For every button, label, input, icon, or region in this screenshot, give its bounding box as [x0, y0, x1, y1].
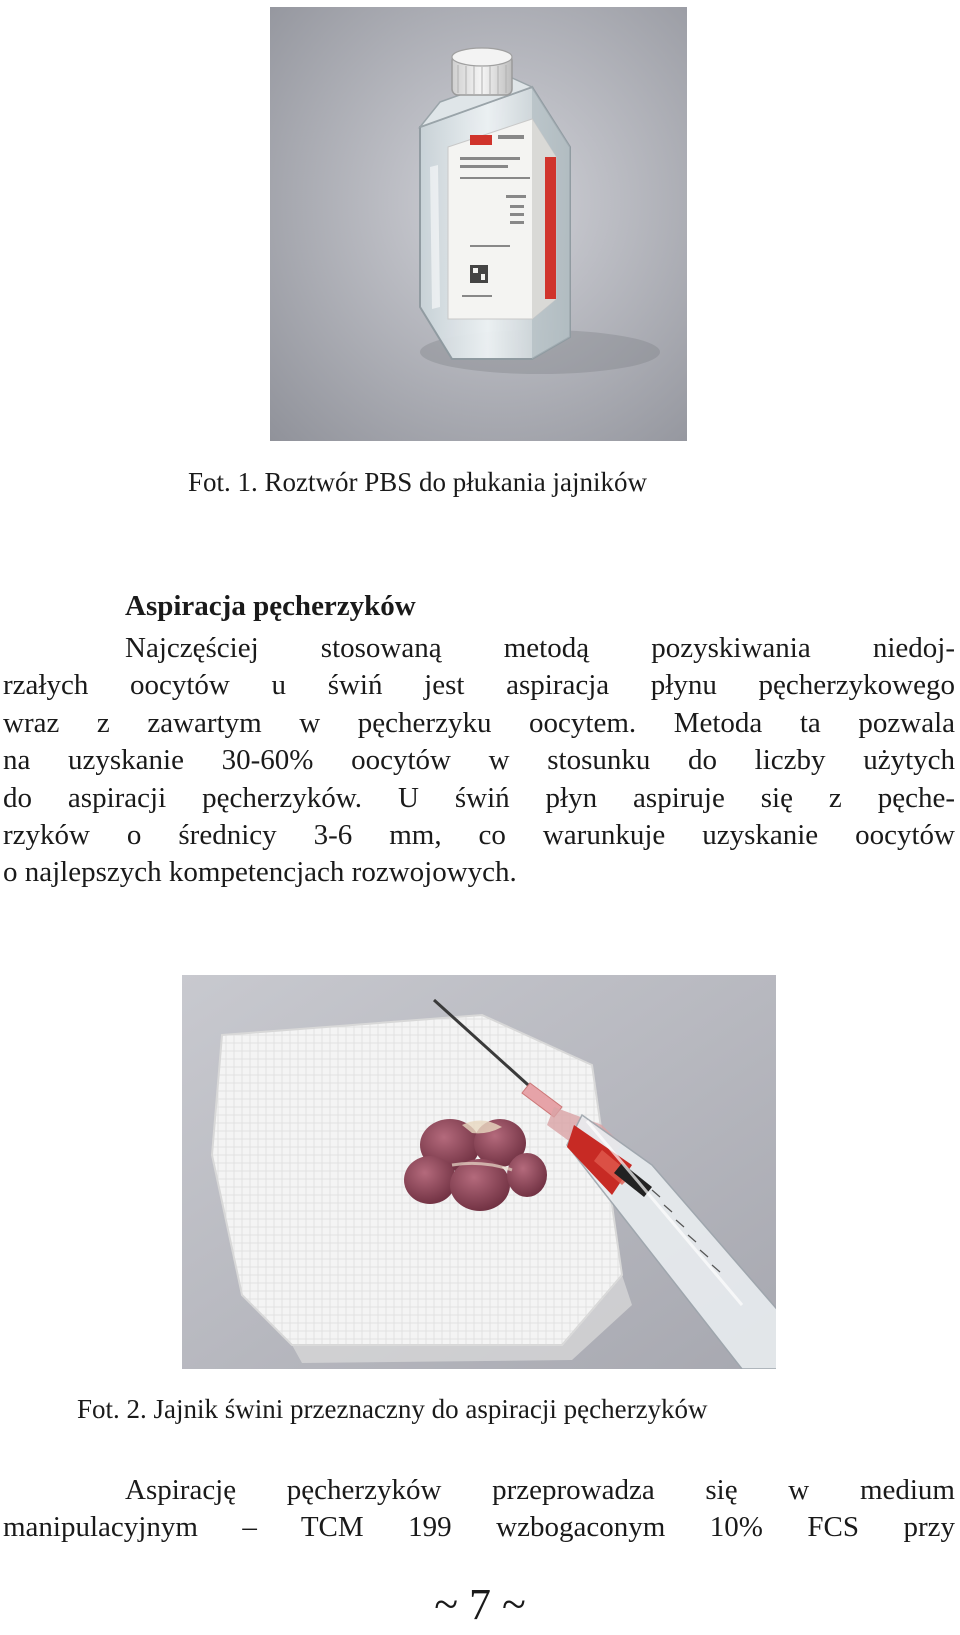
- section-paragraph: [3, 630, 955, 892]
- paragraph-line: manipulacyjnym – TCM 199 wzbogaconym 10% FCS przy: [3, 1511, 955, 1544]
- ovary-syringe-illustration: [182, 975, 776, 1369]
- paragraph-line: Najczęściej stosowaną metodą pozyskiwania niedoj-: [125, 632, 955, 664]
- paragraph-line: do aspiracji pęcherzyków. U świń płyn aspiruje się z pęche-: [3, 781, 955, 814]
- figure-2-caption: Fot. 2. Jajnik świni przeznaczny do aspiracji pęcherzyków: [77, 1394, 708, 1424]
- pbs-bottle-photo: [270, 7, 687, 441]
- pbs-bottle-illustration: [270, 7, 687, 441]
- figure-1-caption: Fot. 1. Roztwór PBS do płukania jajników: [188, 467, 647, 497]
- paragraph-line: rzałych oocytów u świń jest aspiracja płynu pęcherzykowego: [3, 669, 955, 702]
- section-heading: Aspiracja pęcherzyków: [125, 590, 416, 622]
- paragraph-line: na uzyskanie 30-60% oocytów w stosunku do liczby użytych: [3, 744, 955, 777]
- paragraph-line: wraz z zawartym w pęcherzyku oocytem. Metoda ta pozwala: [3, 706, 955, 739]
- page-number: ~ 7 ~: [434, 1580, 526, 1629]
- paragraph-line: rzyków o średnicy 3-6 mm, co warunkuje uzyskanie oocytów: [3, 818, 955, 851]
- paragraph-line: o najlepszych kompetencjach rozwojowych.: [3, 856, 517, 889]
- paragraph-line: Aspirację pęcherzyków przeprowadza się w medium: [125, 1474, 955, 1506]
- ovary-syringe-photo: [182, 975, 776, 1369]
- continuation-paragraph: [3, 1472, 955, 1547]
